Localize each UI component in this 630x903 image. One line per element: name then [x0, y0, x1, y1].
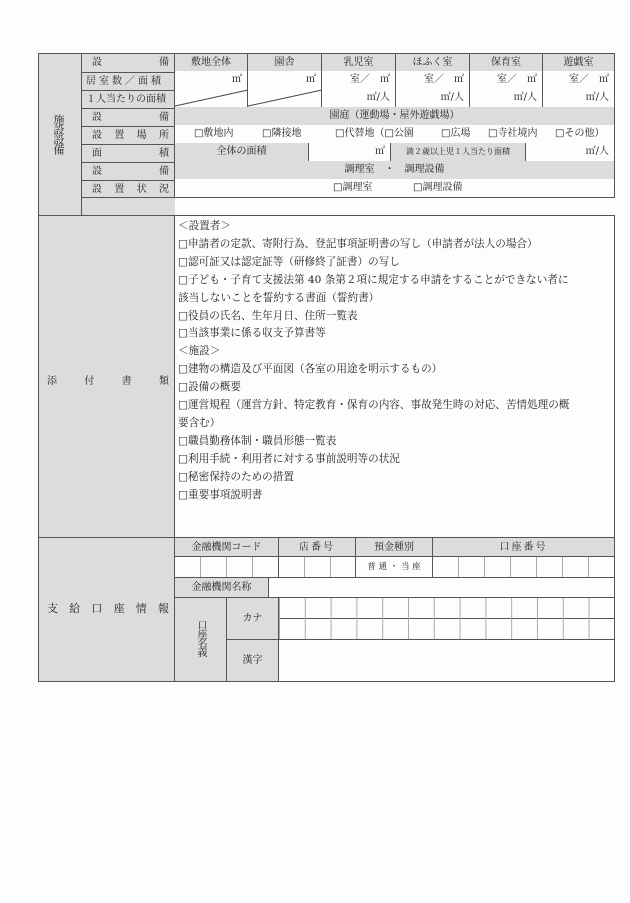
- kitchen-status-label: 設 置 状 況: [82, 180, 174, 198]
- branch-code-digit-1[interactable]: [279, 557, 305, 577]
- checkbox-other[interactable]: □その他）: [555, 128, 605, 139]
- rooms-area-label: 居室数／面積: [82, 72, 174, 90]
- bank-code-digit-2[interactable]: [201, 557, 227, 577]
- checkbox-adjacent[interactable]: □隣接地: [262, 128, 302, 139]
- checkbox-kitchen-room[interactable]: □調理室: [333, 182, 373, 193]
- rooms-area-crawling-field[interactable]: 室／ ㎡: [396, 71, 470, 89]
- total-area-field[interactable]: ㎡: [309, 143, 391, 161]
- attachment-checkbox-equipment[interactable]: □設備の概要: [178, 381, 241, 394]
- facility-section-label-cell: [38, 53, 82, 216]
- rooms-area-playroom-field[interactable]: 室／ ㎡: [569, 74, 609, 85]
- area-label: 面 積: [82, 144, 174, 162]
- bank-name-field[interactable]: [269, 578, 614, 598]
- checkbox-on-site[interactable]: □敷地内: [194, 128, 234, 139]
- bank-code-header: 金融機関コード: [175, 538, 279, 557]
- kanji-label: 漢字: [227, 640, 279, 681]
- account-number-digit-7[interactable]: [589, 557, 614, 577]
- yard-equipment-header: 園庭（運動場・屋外遊戯場）: [174, 107, 615, 126]
- bank-section-label-cell: [38, 537, 175, 682]
- account-number-header: 口座番号: [499, 541, 548, 553]
- filler: [81, 198, 175, 216]
- column-header-infant-room: 乳児室: [322, 54, 396, 71]
- column-header-crawling-room: ほふく室: [396, 54, 470, 71]
- bank-code-digit-3[interactable]: [227, 557, 253, 577]
- account-number-digit-3[interactable]: [485, 557, 511, 577]
- per-person-crawling-field[interactable]: ㎡/人: [396, 89, 470, 107]
- branch-code-digit-3[interactable]: [331, 557, 356, 577]
- yard-location-row: [174, 125, 615, 144]
- checkbox-temple-grounds[interactable]: □寺社境内: [488, 128, 538, 139]
- bank-name-label: 金融機関名称: [175, 578, 269, 598]
- account-number-digit-4[interactable]: [511, 557, 537, 577]
- bank-code-digit-4[interactable]: [253, 557, 279, 577]
- checkbox-alternative-site-park[interactable]: □代替地（□公園: [335, 128, 414, 139]
- attachment-checkbox-staff[interactable]: □職員勤務体制・職員形態一覧表: [178, 434, 337, 447]
- column-header-site: 敷地全体: [175, 54, 248, 71]
- account-number-digit-2[interactable]: [459, 557, 485, 577]
- attachments-list: [174, 215, 615, 538]
- total-area-label: 全体の面積: [175, 143, 309, 161]
- account-number-digit-5[interactable]: [537, 557, 563, 577]
- checkbox-kitchen-equipment[interactable]: □調理設備: [413, 182, 463, 193]
- account-holder-label: 口座名義: [195, 620, 206, 656]
- yard-equipment-label: 設 備: [82, 108, 174, 126]
- attachment-checkbox-pledge[interactable]: □子ども・子育て支援法第 40 条第２項に規定する申請をすることができない者に: [178, 273, 569, 286]
- kitchen-status-row: [174, 179, 615, 198]
- kanji-name-field[interactable]: [279, 640, 614, 681]
- attachment-pledge-continued: 該当しないことを誓約する書面（誓約書）: [178, 291, 380, 304]
- kana-label: カナ: [227, 598, 279, 640]
- attachment-checkbox-procedures[interactable]: □利用手続・利用者に対する事前説明等の状況: [178, 452, 400, 465]
- rooms-area-infant-field[interactable]: 室／ ㎡: [322, 71, 396, 89]
- account-holder-label-cell: [175, 598, 227, 681]
- kana-grid[interactable]: [279, 598, 614, 640]
- kitchen-equipment-header: 調理室 ・ 調理設備: [174, 161, 615, 180]
- attachment-checkbox-important-matters[interactable]: □重要事項説明書: [178, 488, 263, 501]
- per-person-infant-field[interactable]: ㎡/人: [322, 89, 396, 107]
- diagonal-slash-building: [248, 89, 322, 107]
- attachment-heading-founder: ＜設置者＞: [178, 220, 231, 232]
- deposit-type-selector[interactable]: 普 通 ・ 当 座: [356, 557, 433, 577]
- kitchen-equipment-label: 設 備: [82, 162, 174, 180]
- attachments-section-label-cell: [38, 215, 175, 538]
- account-number-digit-6[interactable]: [563, 557, 589, 577]
- account-number-digit-1[interactable]: [433, 557, 459, 577]
- yard-location-label: 設 置 場 所: [82, 126, 174, 144]
- attachments-section-label: 添 付 書 類: [47, 376, 169, 387]
- attachment-checkbox-officers[interactable]: □役員の氏名、生年月日、住所一覧表: [178, 309, 358, 322]
- rooms-area-building-field[interactable]: ㎡: [248, 71, 322, 89]
- attachment-checkbox-confidentiality[interactable]: □秘密保持のための措置: [178, 470, 294, 483]
- checkbox-plaza[interactable]: □広場: [441, 128, 471, 139]
- attachment-checkbox-budget[interactable]: □当該事業に係る収支予算書等: [178, 327, 326, 340]
- per-person-playroom-field[interactable]: ㎡/人: [585, 92, 609, 103]
- attachment-operating-rules-continued: 要含む）: [178, 416, 221, 429]
- per-child-area-label: 満２歳以上児１人当たり面積: [391, 143, 526, 161]
- facility-header-label: 設 備: [92, 56, 169, 68]
- branch-code-header: 店番号: [279, 538, 356, 557]
- attachment-checkbox-license[interactable]: □認可証又は認定証等（研修終了証書）の写し: [178, 255, 400, 268]
- bank-section-label: 支 給 口 座 情 報: [47, 602, 169, 615]
- column-header-building: 園舎: [248, 54, 322, 71]
- rooms-area-nursery-field[interactable]: 室／ ㎡: [470, 71, 543, 89]
- facility-section-label: 施設設備: [52, 114, 65, 154]
- attachment-heading-facility: ＜施設＞: [178, 345, 221, 358]
- per-person-nursery-field[interactable]: ㎡/人: [470, 89, 543, 107]
- per-person-area-label: １人当たりの面積: [82, 90, 174, 108]
- rooms-area-site-field[interactable]: ㎡: [175, 71, 248, 89]
- column-header-playroom: 遊戯室: [563, 56, 594, 68]
- branch-code-digit-2[interactable]: [305, 557, 331, 577]
- attachment-checkbox-operating-rules[interactable]: □運営規程（運営方針、特定教育・保育の内容、事故発生時の対応、苦情処理の概: [178, 399, 570, 412]
- attachment-checkbox-articles[interactable]: □申請者の定款、寄附行為、登記事項証明書の写し（申請者が法人の場合）: [178, 237, 538, 250]
- column-header-nursery-room: 保育室: [470, 54, 543, 71]
- diagonal-slash-site: [175, 89, 248, 107]
- deposit-type-header: 預金種別: [356, 538, 433, 557]
- bank-code-digit-1[interactable]: [175, 557, 201, 577]
- per-child-area-field[interactable]: ㎡/人: [585, 146, 609, 157]
- attachment-checkbox-floor-plan[interactable]: □建物の構造及び平面図（各室の用途を明示するもの）: [178, 363, 443, 376]
